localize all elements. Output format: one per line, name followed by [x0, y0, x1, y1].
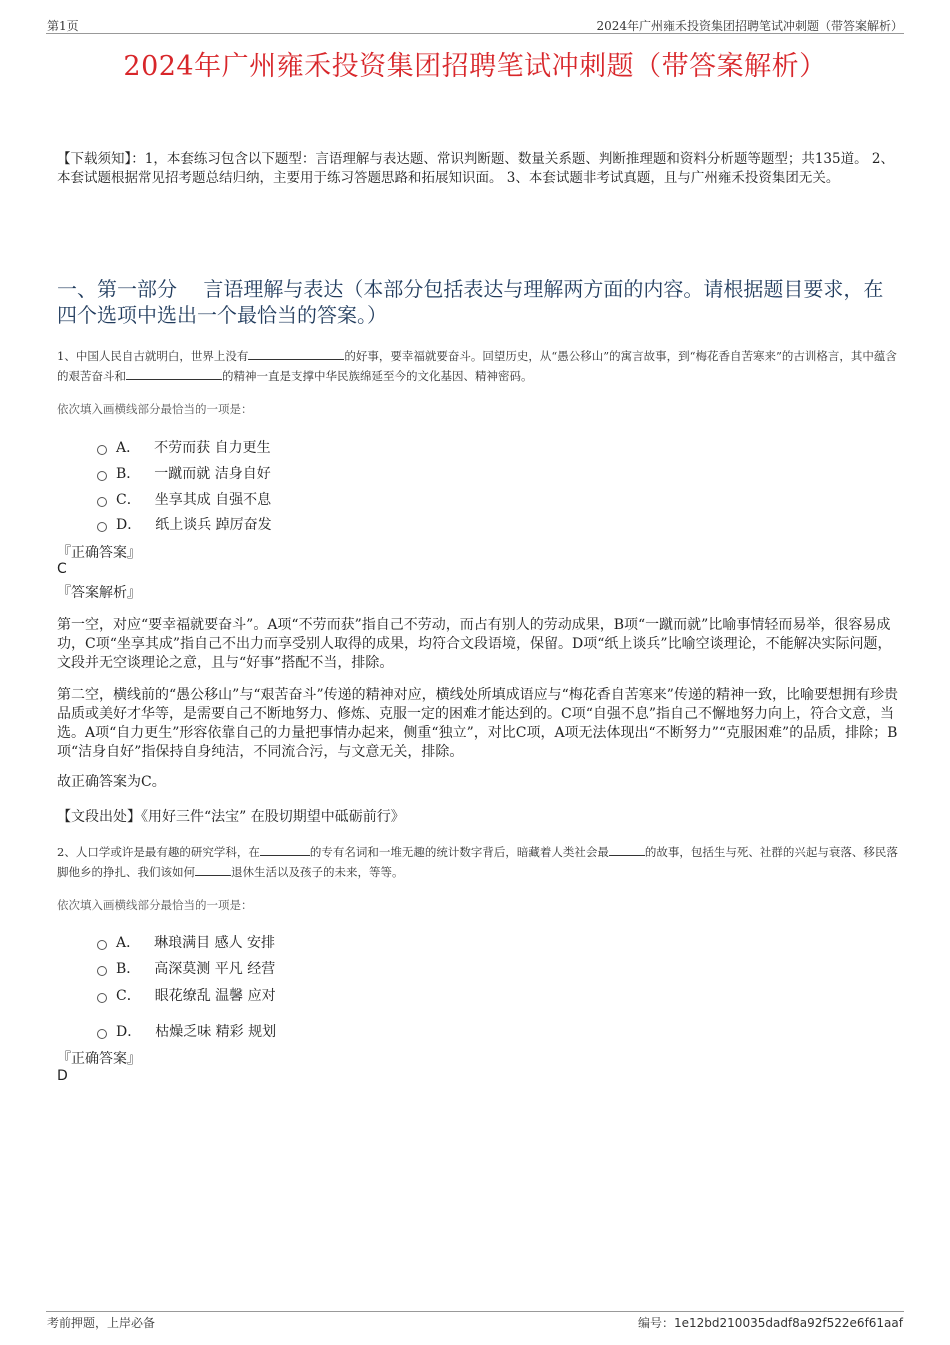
option-letter: C． [116, 988, 141, 1004]
q1-option-b[interactable] [97, 463, 271, 483]
option-text: 一蹴而就 洁身自好 [154, 466, 271, 482]
option-text: 坐享其成 自强不息 [154, 492, 272, 508]
question-2-stem [57, 842, 899, 882]
option-letter: A． [116, 440, 141, 456]
page-number: 第1页 [47, 19, 79, 33]
q1-answer-label: 『正确答案』 [57, 545, 141, 561]
radio-icon[interactable] [97, 497, 107, 507]
option-text: 枯燥乏味 精彩 规划 [155, 1024, 277, 1040]
q1-option-a[interactable] [97, 437, 271, 457]
q1-option-c[interactable] [97, 489, 271, 509]
q1-analysis-paragraph-1: 第一空，对应“要幸福就要奋斗”。A项“不劳而获”指自己不劳动，而占有别人的劳动成果，B项“一蹴而就”比喻事情轻而易举，很容易成功，C项“坐享其成”指自己不出力而享受别人取得的成果，均符合文段语境，保留。D项“纸上谈兵”比喻空谈理论，不能解决实际问题，文段并无空谈理论之意，且与“好事”搭配不当，排除。 [57, 617, 892, 671]
q2-stem-part: 2、人口学或许是最有趣的研究学科，在 [57, 845, 260, 859]
q1-conclusion: 故正确答案为C。 [57, 774, 166, 790]
running-title: 2024年广州雍禾投资集团招聘笔试冲刺题（带答案解析） [596, 19, 903, 33]
document-title: 2024年广州雍禾投资集团招聘笔试冲刺题（带答案解析） [123, 51, 827, 82]
radio-icon[interactable] [97, 966, 107, 976]
fill-blank [195, 863, 231, 876]
radio-icon[interactable] [97, 522, 107, 532]
option-text: 纸上谈兵 踔厉奋发 [155, 517, 272, 533]
download-notice: 【下载须知】：1，本套练习包含以下题型：言语理解与表达题、常识判断题、数量关系题、判断推理题和资料分析题等题型；共135道。 2、本套试题根据常见招考题总结归纳，主要用于练习答题思路和拓展知识面。 3、本套试题非考试真题，且与广州雍禾投资集团无关。 [57, 151, 894, 186]
radio-icon[interactable] [97, 1029, 107, 1039]
question-1-stem [57, 346, 899, 386]
fill-blank [126, 367, 222, 380]
q2-answer-label: 『正确答案』 [57, 1051, 141, 1067]
footer-code [638, 1314, 903, 1331]
footer-code-value: 1e12bd210035dadf8a92f522e6f61aaf [674, 1316, 903, 1330]
footer-slogan: 考前押题，上岸必备 [47, 1316, 156, 1330]
radio-icon[interactable] [97, 993, 107, 1003]
option-letter: B． [116, 961, 141, 977]
section-heading: 一、第一部分 言语理解与表达（本部分包括表达与理解两方面的内容。请根据题目要求，在四个选项中选出一个最恰当的答案。） [57, 277, 884, 327]
q1-stem-part: 的精神一直是支撑中华民族绵延至今的文化基因、精神密码。 [222, 369, 533, 383]
q2-stem-part: 退休生活以及孩子的未来，等等。 [231, 865, 404, 879]
fill-blank [248, 347, 344, 360]
option-letter: C． [116, 492, 141, 508]
q2-stem-part: 的故事，包括生与死、社群的兴起与衰落、移民落脚他乡的挣扎、我们该如何 [57, 845, 898, 879]
q1-source: 【文段出处】《用好三件“法宝” 在股切期望中砥砺前行》 [57, 809, 405, 825]
radio-icon[interactable] [97, 445, 107, 455]
q2-option-c[interactable] [97, 985, 276, 1005]
option-letter: D． [116, 517, 142, 533]
q2-option-d[interactable] [97, 1021, 276, 1041]
q2-option-a[interactable] [97, 932, 275, 952]
radio-icon[interactable] [97, 940, 107, 950]
question-2-prompt: 依次填入画横线部分最恰当的一项是： [57, 898, 253, 912]
option-letter: A． [116, 935, 141, 951]
footer-code-label: 编号： [638, 1316, 675, 1330]
footer-divider [46, 1311, 904, 1312]
q1-stem-part: 1、中国人民自古就明白，世界上没有 [57, 349, 249, 363]
q1-answer: C [57, 561, 67, 577]
radio-icon[interactable] [97, 471, 107, 481]
option-text: 眼花缭乱 温馨 应对 [154, 988, 276, 1004]
q2-option-b[interactable] [97, 958, 275, 978]
option-text: 高深莫测 平凡 经营 [154, 961, 276, 977]
q1-analysis-label: 『答案解析』 [57, 585, 141, 601]
option-letter: B． [116, 466, 141, 482]
option-text: 不劳而获 自力更生 [154, 440, 271, 456]
q2-answer: D [57, 1068, 68, 1084]
header-divider [46, 33, 904, 34]
option-text: 琳琅满目 感人 安排 [154, 935, 276, 951]
q1-option-d[interactable] [97, 514, 272, 534]
q1-stem-part: 的好事，要幸福就要奋斗。回望历史，从“愚公移山”的寓言故事，到“梅花香自苦寒来”的古训格言，其中蕴含的艰苦奋斗和 [57, 349, 897, 383]
q2-stem-part: 的专有名词和一堆无趣的统计数字背后，暗藏着人类社会最 [309, 845, 609, 859]
fill-blank [609, 843, 645, 856]
question-1-prompt: 依次填入画横线部分最恰当的一项是： [57, 402, 253, 416]
q1-analysis-paragraph-2: 第二空，横线前的“愚公移山”与“艰苦奋斗”传递的精神对应，横线处所填成语应与“梅花香自苦寒来”传递的精神一致，比喻要想拥有珍贵品质或美好才华等，是需要自己不断地努力、修炼、克服一定的困难才能达到的。C项“自强不息”指自己不懈地努力向上，符合文意，当选。A项“自力更生”形容依靠自己的力量把事情办起来，侧重“独立”，对比C项，A项无法体现出“不断努力”“克服困难”的品质，排除；B项“洁身自好”指保持自身纯洁，不同流合污，与文意无关，排除。 [57, 687, 898, 760]
fill-blank [260, 843, 310, 856]
option-letter: D． [116, 1024, 142, 1040]
